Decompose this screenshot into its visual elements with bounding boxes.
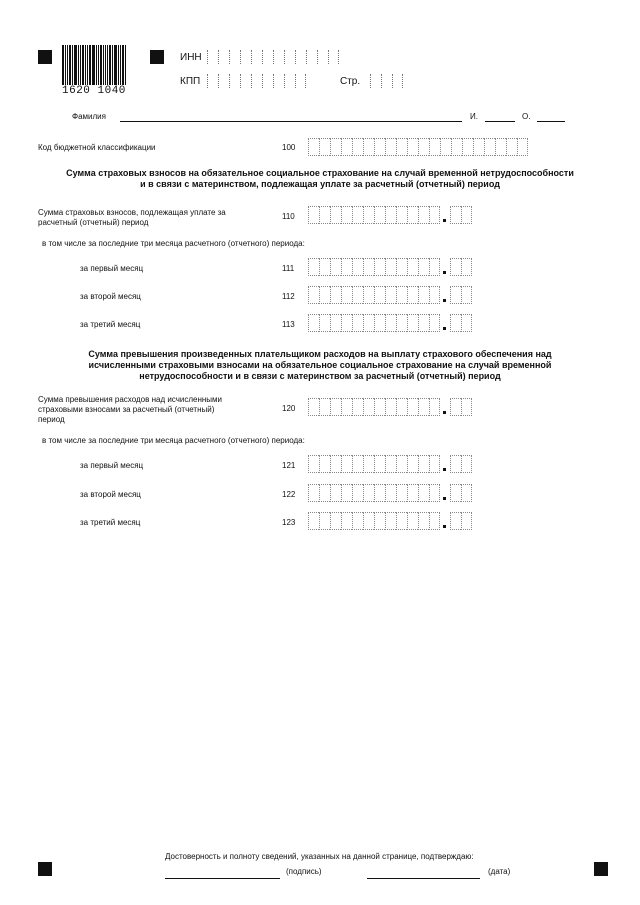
barcode-bar [67, 45, 68, 85]
amount-integer-cell[interactable] [308, 258, 319, 276]
amount-fraction-cell[interactable] [461, 398, 472, 416]
decimal-point [440, 455, 450, 473]
barcode-bar [80, 45, 81, 85]
amount-integer-cell[interactable] [385, 484, 396, 502]
amount-integer-cell[interactable] [407, 455, 418, 473]
amount-integer-cell[interactable] [363, 455, 374, 473]
amount-integer-cell[interactable] [407, 484, 418, 502]
amount-integer-cell[interactable] [407, 258, 418, 276]
amount-fraction-cell[interactable] [450, 258, 461, 276]
s1-month2-field[interactable] [308, 286, 472, 304]
amount-integer-cell[interactable] [363, 484, 374, 502]
s2-total-code: 120 [282, 404, 296, 413]
amount-fraction-cell[interactable] [450, 314, 461, 332]
amount-integer-cell[interactable] [319, 455, 330, 473]
s2-month1-label: за первый месяц [80, 461, 144, 470]
amount-integer-cell[interactable] [363, 398, 374, 416]
amount-integer-cell[interactable] [407, 512, 418, 530]
amount-integer-cell[interactable] [418, 314, 429, 332]
amount-integer-cell[interactable] [341, 314, 352, 332]
amount-integer-cell[interactable] [330, 484, 341, 502]
amount-integer-cell[interactable] [407, 314, 418, 332]
amount-integer-cell[interactable] [374, 484, 385, 502]
corner-marker-top-left [38, 50, 52, 64]
amount-fraction-cell[interactable] [461, 512, 472, 530]
s1-total-label: Сумма страховых взносов, подлежащая уплате за расчетный (отчетный) период [38, 208, 226, 227]
amount-integer-cell[interactable] [341, 484, 352, 502]
amount-integer-cell[interactable] [374, 314, 385, 332]
s1-total-code: 110 [282, 212, 295, 221]
amount-integer-cell[interactable] [418, 484, 429, 502]
amount-integer-cell[interactable] [396, 314, 407, 332]
amount-integer-cell[interactable] [319, 314, 330, 332]
decimal-point [440, 398, 450, 416]
amount-integer-cell[interactable] [396, 512, 407, 530]
kbk-cell[interactable] [385, 138, 396, 156]
barcode-bar [109, 45, 111, 85]
amount-integer-cell[interactable] [363, 258, 374, 276]
confirm-text: Достоверность и полноту сведений, указанных на данной странице, подтверждаю: [165, 852, 474, 861]
amount-integer-cell[interactable] [374, 512, 385, 530]
amount-fraction-cell[interactable] [461, 258, 472, 276]
amount-integer-cell[interactable] [385, 206, 396, 224]
s2-month3-field[interactable] [308, 512, 472, 530]
amount-fraction-cell[interactable] [450, 398, 461, 416]
s1-including-label: в том числе за последние три месяца расчетного (отчетного) периода: [42, 239, 305, 248]
amount-integer-cell[interactable] [352, 512, 363, 530]
amount-integer-cell[interactable] [429, 258, 440, 276]
initial1-label: И. [470, 112, 478, 121]
surname-field[interactable] [120, 121, 462, 122]
s2-month3-label: за третий месяц [80, 518, 141, 527]
kbk-cell[interactable] [407, 138, 418, 156]
amount-integer-cell[interactable] [330, 286, 341, 304]
amount-integer-cell[interactable] [396, 484, 407, 502]
amount-integer-cell[interactable] [374, 398, 385, 416]
kbk-cell[interactable] [495, 138, 506, 156]
amount-integer-cell[interactable] [341, 258, 352, 276]
kbk-cell[interactable] [341, 138, 352, 156]
s1-month3-field[interactable] [308, 314, 472, 332]
kbk-cell[interactable] [473, 138, 484, 156]
s1-month3-code: 113 [282, 320, 295, 329]
amount-integer-cell[interactable] [385, 398, 396, 416]
amount-integer-cell[interactable] [363, 286, 374, 304]
amount-integer-cell[interactable] [308, 314, 319, 332]
barcode-bar [118, 45, 119, 85]
kbk-cell[interactable] [308, 138, 319, 156]
amount-integer-cell[interactable] [319, 484, 330, 502]
kpp-label: КПП [180, 76, 201, 87]
s1-month1-field[interactable] [308, 258, 472, 276]
amount-integer-cell[interactable] [308, 398, 319, 416]
s1-month2-code: 112 [282, 292, 295, 301]
amount-integer-cell[interactable] [363, 314, 374, 332]
kbk-code: 100 [282, 143, 296, 152]
kbk-cell[interactable] [506, 138, 517, 156]
amount-integer-cell[interactable] [341, 206, 352, 224]
amount-fraction-cell[interactable] [450, 286, 461, 304]
kbk-cell[interactable] [484, 138, 495, 156]
initial2-label: О. [522, 112, 531, 121]
amount-integer-cell[interactable] [330, 258, 341, 276]
amount-fraction-cell[interactable] [450, 206, 461, 224]
amount-integer-cell[interactable] [330, 512, 341, 530]
amount-integer-cell[interactable] [407, 206, 418, 224]
amount-integer-cell[interactable] [352, 484, 363, 502]
amount-integer-cell[interactable] [330, 398, 341, 416]
barcode-number: 1620 1040 [62, 85, 126, 97]
amount-fraction-cell[interactable] [461, 484, 472, 502]
amount-integer-cell[interactable] [319, 398, 330, 416]
s2-month1-field[interactable] [308, 455, 472, 473]
amount-fraction-cell[interactable] [461, 455, 472, 473]
amount-integer-cell[interactable] [319, 206, 330, 224]
s2-month3-code: 123 [282, 518, 296, 527]
decimal-point [440, 484, 450, 502]
decimal-point [440, 314, 450, 332]
barcode-bars [62, 45, 142, 85]
barcode-bar [92, 45, 95, 85]
kbk-cell[interactable] [319, 138, 330, 156]
amount-integer-cell[interactable] [418, 455, 429, 473]
barcode-bar [114, 45, 117, 85]
barcode [62, 45, 142, 95]
barcode-bar [98, 45, 99, 85]
s1-month3-label: за третий месяц [80, 320, 141, 329]
signature-label: (подпись) [286, 867, 322, 876]
amount-integer-cell[interactable] [308, 206, 319, 224]
kbk-cell[interactable] [418, 138, 429, 156]
page-label: Стр. [340, 76, 361, 87]
kbk-cell[interactable] [363, 138, 374, 156]
amount-integer-cell[interactable] [352, 314, 363, 332]
s2-month1-code: 121 [282, 461, 296, 470]
amount-integer-cell[interactable] [308, 512, 319, 530]
kbk-cell[interactable] [330, 138, 341, 156]
amount-integer-cell[interactable] [429, 484, 440, 502]
barcode-bar [112, 45, 113, 85]
inn-field[interactable] [207, 50, 339, 64]
initial2-field[interactable] [537, 121, 565, 122]
barcode-bar [96, 45, 97, 85]
kbk-cell[interactable] [374, 138, 385, 156]
date-label: (дата) [488, 867, 511, 876]
barcode-bar [78, 45, 79, 85]
barcode-bar [65, 45, 66, 85]
kbk-cell[interactable] [440, 138, 451, 156]
s1-month2-label: за второй месяц [80, 292, 141, 301]
kbk-label: Код бюджетной классификации [38, 143, 156, 152]
amount-integer-cell[interactable] [396, 206, 407, 224]
amount-fraction-cell[interactable] [461, 314, 472, 332]
s2-month2-field[interactable] [308, 484, 472, 502]
barcode-bar [122, 45, 124, 85]
s1-month1-label: за первый месяц [80, 264, 144, 273]
kpp-field[interactable] [207, 74, 306, 88]
amount-integer-cell[interactable] [308, 455, 319, 473]
amount-integer-cell[interactable] [352, 455, 363, 473]
amount-integer-cell[interactable] [429, 455, 440, 473]
s1-total-field[interactable] [308, 206, 472, 224]
amount-integer-cell[interactable] [418, 512, 429, 530]
amount-integer-cell[interactable] [341, 286, 352, 304]
section2-heading: Сумма превышения произведенных плательщиком расходов на выплату страхового обеспечения над исчисленными страховыми взносами на обязательное социальное страхование на случай временной нетрудоспособности и в связи с материнством за расчетный (отчетный) период [88, 349, 552, 381]
amount-integer-cell[interactable] [418, 286, 429, 304]
amount-integer-cell[interactable] [407, 286, 418, 304]
amount-integer-cell[interactable] [330, 455, 341, 473]
amount-integer-cell[interactable] [319, 258, 330, 276]
barcode-bar [72, 45, 73, 85]
amount-integer-cell[interactable] [319, 286, 330, 304]
barcode-bar [105, 45, 106, 85]
amount-integer-cell[interactable] [374, 286, 385, 304]
amount-fraction-cell[interactable] [450, 455, 461, 473]
corner-marker-bottom-right [594, 862, 608, 876]
date-field[interactable] [367, 878, 480, 879]
amount-integer-cell[interactable] [374, 258, 385, 276]
amount-integer-cell[interactable] [330, 206, 341, 224]
amount-fraction-cell[interactable] [461, 206, 472, 224]
barcode-bar [85, 45, 86, 85]
kbk-cell[interactable] [517, 138, 528, 156]
barcode-bar [87, 45, 88, 85]
corner-marker-bottom-left [38, 862, 52, 876]
amount-integer-cell[interactable] [429, 398, 440, 416]
section1-heading: Сумма страховых взносов на обязательное социальное страхование на случай временной нетрудоспособности и в связи с материнством, подлежащая уплате за расчетный (отчетный) период [66, 168, 574, 189]
amount-integer-cell[interactable] [363, 512, 374, 530]
amount-integer-cell[interactable] [385, 314, 396, 332]
amount-integer-cell[interactable] [308, 286, 319, 304]
kbk-cell[interactable] [396, 138, 407, 156]
amount-integer-cell[interactable] [330, 314, 341, 332]
kbk-cell[interactable] [451, 138, 462, 156]
amount-integer-cell[interactable] [352, 206, 363, 224]
amount-integer-cell[interactable] [341, 398, 352, 416]
amount-integer-cell[interactable] [429, 512, 440, 530]
amount-integer-cell[interactable] [352, 286, 363, 304]
barcode-bar [89, 45, 91, 85]
amount-integer-cell[interactable] [385, 286, 396, 304]
barcode-bar [82, 45, 84, 85]
amount-integer-cell[interactable] [407, 398, 418, 416]
barcode-bar [103, 45, 104, 85]
amount-integer-cell[interactable] [396, 258, 407, 276]
amount-integer-cell[interactable] [429, 206, 440, 224]
amount-integer-cell[interactable] [429, 314, 440, 332]
amount-integer-cell[interactable] [418, 258, 429, 276]
page-number-field[interactable] [370, 74, 403, 88]
amount-integer-cell[interactable] [341, 512, 352, 530]
amount-integer-cell[interactable] [396, 455, 407, 473]
amount-integer-cell[interactable] [374, 455, 385, 473]
barcode-bar [62, 45, 64, 85]
amount-fraction-cell[interactable] [450, 512, 461, 530]
s2-total-label: Сумма превышения расходов над исчисленными страховыми взносами за расчетный (отчетный) период [38, 395, 223, 424]
s1-month1-code: 111 [282, 264, 295, 273]
decimal-point [440, 206, 450, 224]
amount-integer-cell[interactable] [385, 512, 396, 530]
s2-total-field[interactable] [308, 398, 472, 416]
corner-marker-top-right [150, 50, 164, 64]
barcode-bar [100, 45, 102, 85]
kbk-cell[interactable] [462, 138, 473, 156]
amount-integer-cell[interactable] [385, 455, 396, 473]
barcode-bar [69, 45, 71, 85]
amount-integer-cell[interactable] [319, 512, 330, 530]
kbk-cell[interactable] [352, 138, 363, 156]
amount-integer-cell[interactable] [352, 258, 363, 276]
amount-integer-cell[interactable] [418, 398, 429, 416]
barcode-bar [120, 45, 121, 85]
amount-integer-cell[interactable] [396, 286, 407, 304]
amount-integer-cell[interactable] [341, 455, 352, 473]
decimal-point [440, 258, 450, 276]
amount-integer-cell[interactable] [429, 286, 440, 304]
barcode-bar [74, 45, 77, 85]
amount-integer-cell[interactable] [308, 484, 319, 502]
amount-integer-cell[interactable] [396, 398, 407, 416]
amount-fraction-cell[interactable] [450, 484, 461, 502]
amount-integer-cell[interactable] [352, 398, 363, 416]
decimal-point [440, 512, 450, 530]
amount-integer-cell[interactable] [385, 258, 396, 276]
kbk-cell[interactable] [429, 138, 440, 156]
barcode-bar [107, 45, 108, 85]
s2-month2-code: 122 [282, 490, 296, 499]
initial1-field[interactable] [485, 121, 515, 122]
s2-month2-label: за второй месяц [80, 490, 141, 499]
signature-field[interactable] [165, 878, 280, 879]
amount-integer-cell[interactable] [363, 206, 374, 224]
amount-integer-cell[interactable] [418, 206, 429, 224]
decimal-point [440, 286, 450, 304]
kbk-field[interactable] [308, 138, 528, 156]
s2-including-label: в том числе за последние три месяца расчетного (отчетного) периода: [42, 436, 305, 445]
inn-label: ИНН [180, 52, 202, 63]
surname-label: Фамилия [72, 112, 106, 121]
amount-integer-cell[interactable] [374, 206, 385, 224]
barcode-bar [125, 45, 126, 85]
amount-fraction-cell[interactable] [461, 286, 472, 304]
